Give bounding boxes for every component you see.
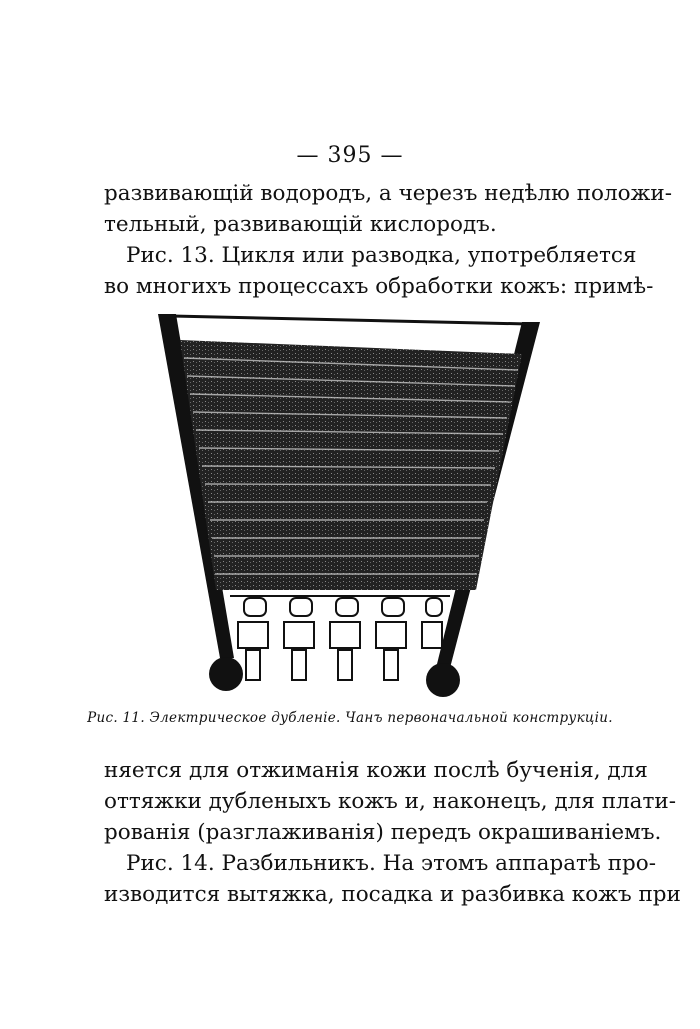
electrode-row [230, 596, 450, 680]
text-line: изводится вытяжка, посадка и разбивка кожъ при [104, 882, 681, 907]
text-line: Рис. 14. Разбильникъ. На этомъ аппаратѣ про- [126, 851, 657, 876]
text-block-top [104, 178, 672, 302]
text-line: развивающій водородъ, а черезъ недѣлю положи- [104, 181, 672, 206]
text-line: рованія (разглаживанія) передъ окрашиваніемъ. [104, 820, 662, 845]
text-line: тельный, развивающій кислородъ. [104, 212, 497, 237]
vat-foot-left [209, 657, 243, 691]
hide-stack [180, 340, 522, 590]
page-number: — 395 — [296, 143, 404, 168]
text-line: оттяжки дубленыхъ кожъ и, наконецъ, для плати- [104, 789, 676, 814]
text-line: Рис. 13. Цикля или разводка, употребляется [126, 243, 637, 268]
text-block-bottom [104, 755, 681, 910]
tanning-vat-figure [150, 308, 548, 700]
text-line: няется для отжиманія кожи послѣ бученія, для [104, 758, 648, 783]
figure-caption: Рис. 11. Электрическое дубленіе. Чанъ первоначальной конструкціи. [87, 710, 613, 726]
vat-rim [172, 316, 528, 324]
vat-foot-right [426, 663, 460, 697]
text-line: во многихъ процессахъ обработки кожъ: примѣ- [104, 274, 654, 299]
